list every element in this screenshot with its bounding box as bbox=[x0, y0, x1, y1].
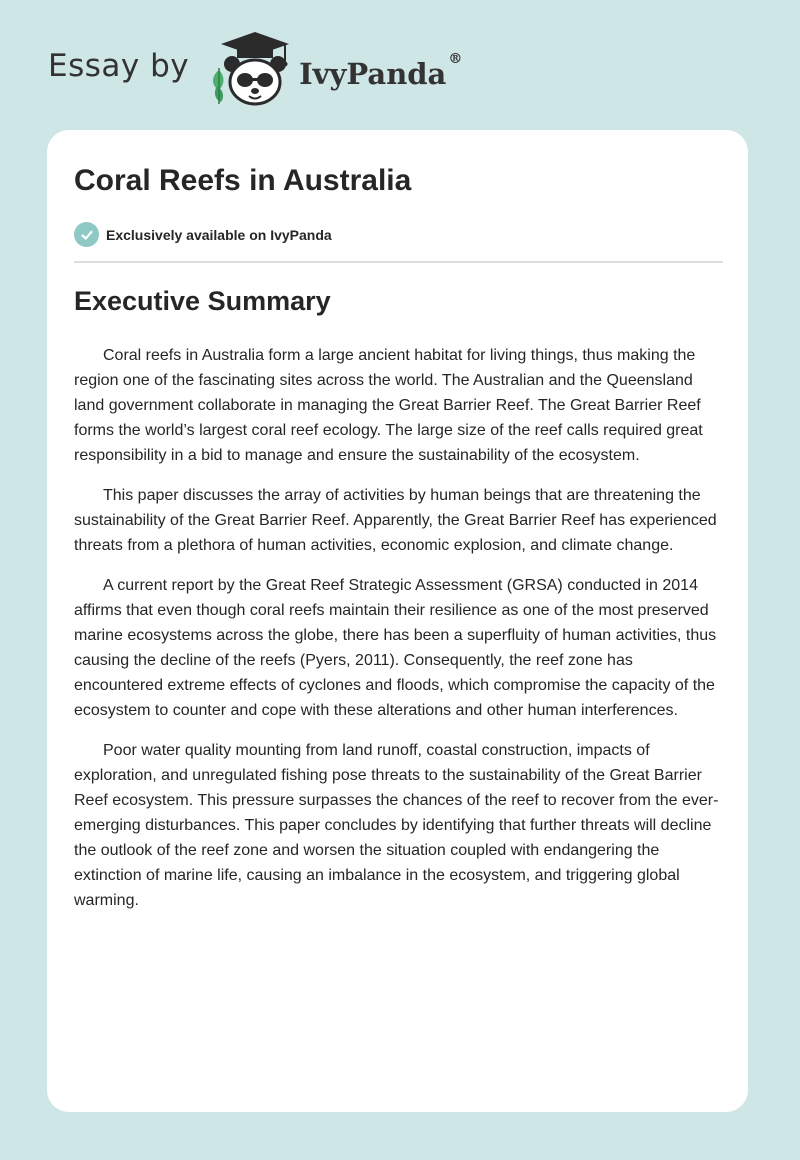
paragraph: Poor water quality mounting from land runoff, coastal construction, impacts of exploration, and unregulated fishing pose threats to the sustainability of the Great Barrier Reef ecosystem. This pressure surpasses the chances of the reef to recover from the ever-emerging disturbances. This paper concludes by identifying that further threats will decline the outlook of the reef zone and worsen the situation coupled with endangering the extinction of marine life, causing an imbalance in the ecosystem, and triggering global warming. bbox=[74, 742, 719, 909]
brand-name[interactable] bbox=[299, 51, 463, 91]
page-title: Coral Reefs in Australia bbox=[74, 164, 412, 197]
paragraph: This paper discusses the array of activities by human beings that are threatening the sustainability of the Great Barrier Reef. Apparently, the Great Barrier Reef has experienced threats from a plethora of human activities, economic explosion, and climate change. bbox=[74, 487, 717, 554]
check-icon bbox=[74, 222, 99, 247]
essay-card bbox=[47, 130, 748, 1112]
site-header bbox=[48, 30, 462, 110]
exclusive-badge bbox=[74, 222, 332, 247]
registered-mark: ® bbox=[448, 51, 463, 67]
divider bbox=[74, 261, 723, 263]
section-heading: Executive Summary bbox=[74, 286, 331, 316]
essay-by-label: Essay by bbox=[48, 48, 190, 84]
badge-label: Exclusively available on IvyPanda bbox=[106, 226, 332, 243]
brand-label[interactable]: IvyPanda bbox=[299, 57, 447, 91]
essay-body bbox=[74, 343, 724, 928]
panda-logo-icon[interactable] bbox=[205, 30, 293, 110]
paragraph: Coral reefs in Australia form a large ancient habitat for living things, thus making the region one of the fascinating sites across the world. The Australian and the Queensland land government collaborate in managing the Great Barrier Reef. The Great Barrier Reef forms the world’s largest coral reef ecology. The large size of the reef calls required great responsibility in a bid to manage and ensure the sustainability of the ecosystem. bbox=[74, 347, 703, 464]
paragraph: A current report by the Great Reef Strategic Assessment (GRSA) conducted in 2014 affirms that even though coral reefs maintain their resilience as one of the most preserved marine ecosystems across the globe, there has been a superfluity of human activities, thus causing the decline of the reefs (Pyers, 2011). Consequently, the reef zone has encountered extreme effects of cyclones and floods, which compromise the capacity of the ecosystem to counter and cope with these alterations and other human interferences. bbox=[74, 577, 717, 719]
